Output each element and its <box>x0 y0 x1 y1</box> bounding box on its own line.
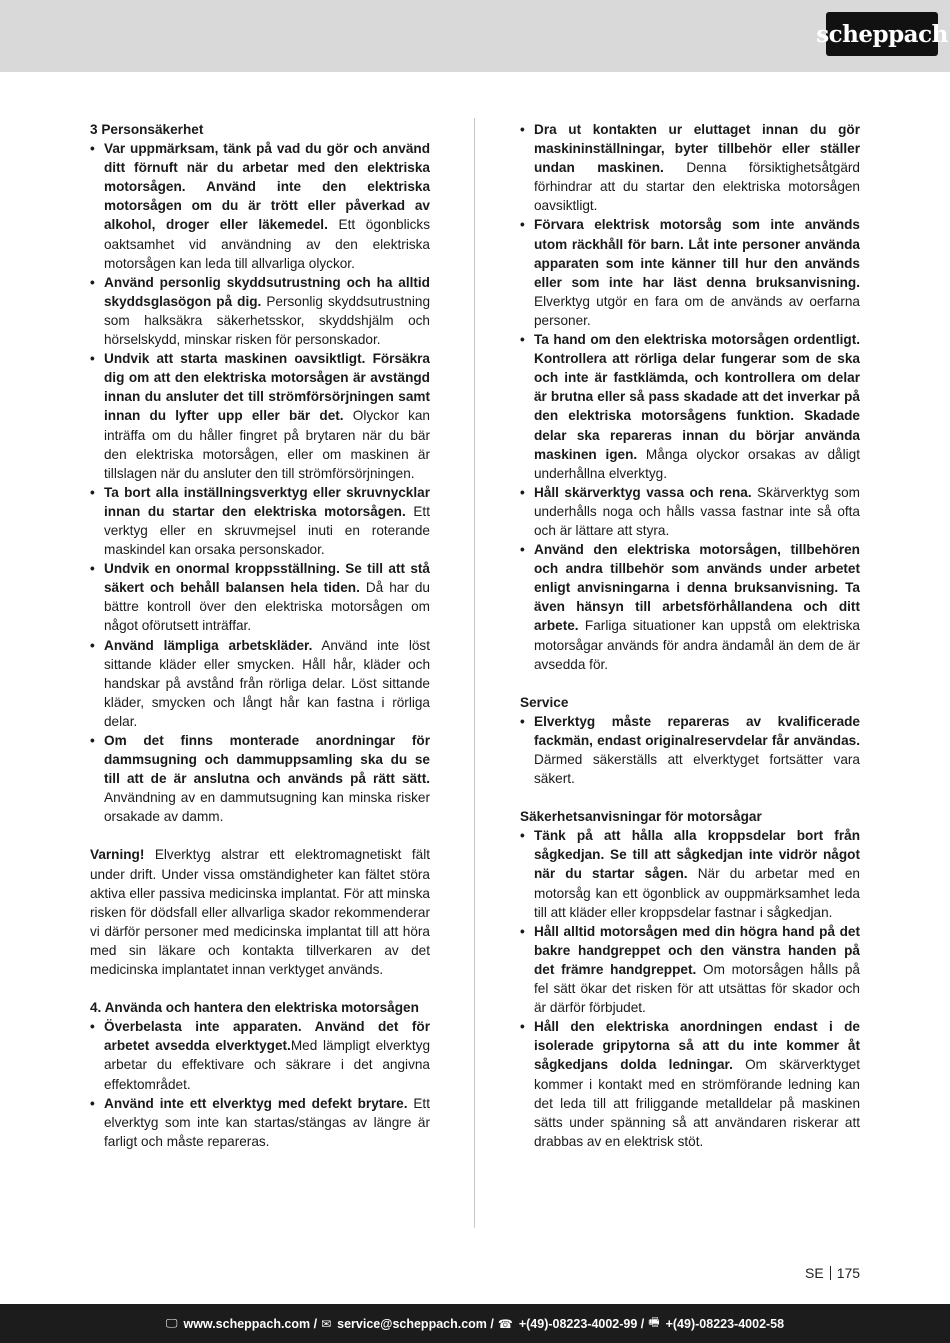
list-item: • Undvik en onormal kroppsställning. Se till att stå säkert och behåll balansen hela tiden. Då har du bättre kontroll över den elektriska motorsågen om något oförutsett inträffar. <box>90 559 430 635</box>
section-title-service: Service <box>520 694 569 710</box>
footer-email[interactable]: service@scheppach.com / <box>337 1316 494 1331</box>
personal-safety-list <box>90 139 430 826</box>
list-item: • Elverktyg måste repareras av kvalificerade fackmän, endast originalreservdelar får användas. Därmed säkerställs att elverktyget fortsätter vara säkert. <box>520 712 860 788</box>
warning-paragraph: Varning! Elverktyg alstrar ett elektromagnetiskt fält under drift. Under vissa omständigheter kan fältet störa aktiva eller passiva medicinska implantat. För att minska risken för dödsfall eller allvarliga skador rekommenderar vi därför personer med medicinska implantat till att höra med sin läkare och kontakta tillverkaren av det medicinska implantatet innan verktyget används. <box>90 847 430 978</box>
use-handle-list-continued <box>520 120 860 674</box>
column-divider <box>474 118 475 1228</box>
footer-phone[interactable]: +(49)-08223-4002-99 / <box>518 1316 645 1331</box>
footer-website[interactable]: www.scheppach.com / <box>183 1316 318 1331</box>
right-column <box>520 120 860 1151</box>
list-item: • Använd personlig skyddsutrustning och ha alltid skyddsglasögon på dig. Personlig skyddsutrustning som halksäkra säkerhetsskor, skyddshjälm och hörselskydd, minskar risken för personskador. <box>90 273 430 349</box>
list-item: • Var uppmärksam, tänk på vad du gör och använd ditt förnuft när du arbetar med den elektriska motorsågen. Använd inte den elektriska motorsågen om du är trött eller påverkad av alkohol, droger eller läkemedel. Ett ögonblicks oaktsamhet vid användning av den elektriska motorsågen kan leda till allvarliga olyckor. <box>90 139 430 273</box>
computer-icon: 🖵 <box>165 1316 178 1330</box>
fax-icon: 🖷 <box>648 1315 660 1329</box>
phone-icon: ☎ <box>497 1316 513 1331</box>
list-item: • Använd den elektriska motorsågen, tillbehören och andra tillbehör som används under arbetet enligt anvisningarna i denna bruksanvisning. Ta även hänsyn till arbetsförhållandena och ditt arbete. Farliga situationer kan uppstå om elektriska motorsågar används för andra ändamål än dem de är avsedda för. <box>520 540 860 674</box>
language-code: SE <box>805 1265 824 1281</box>
footer-fax[interactable]: +(49)-08223-4002-58 <box>665 1316 785 1331</box>
header-bar <box>0 0 950 72</box>
list-item: • Ta hand om den elektriska motorsågen ordentligt. Kontrollera att rörliga delar fungerar som de ska och inte är fastklämda, och kontrollera om delar är brutna eller så pass skadade att det inverkar på den elektriska motorsågens funktion. Skadade delar ska repareras innan du börjar använda maskinen igen. Många olyckor orsakas av dåligt underhållna elverktyg. <box>520 330 860 483</box>
list-item: • Ta bort alla inställningsverktyg eller skruvnycklar innan du startar den elektriska motorsågen. Ett verktyg eller en skruvmejsel inuti en roterande maskindel kan orsaka personskador. <box>90 483 430 559</box>
chainsaw-safety-list <box>520 826 860 1151</box>
use-handle-list <box>90 1017 430 1151</box>
list-item: • Använd lämpliga arbetskläder. Använd inte löst sittande kläder eller smycken. Håll hår, kläder och handskar på avstånd från rörliga delar. Löst sittande kläder, smycken och långt hår kan fastna i rörliga delar. <box>90 636 430 731</box>
list-item: • Använd inte ett elverktyg med defekt brytare. Ett elverktyg som inte kan startas/stängas av längre är farligt och måste repareras. <box>90 1094 430 1151</box>
list-item: • Håll alltid motorsågen med din högra hand på det bakre handgreppet och den vänstra handen på det främre handgreppet. Om motorsågen hålls på fel sätt ökar det risken för att utsättas för skador och är därför förbjudet. <box>520 922 860 1017</box>
list-item: • Håll skärverktyg vassa och rena. Skärverktyg som underhålls noga och hålls vassa fastnar inte så ofta och är lättare att styra. <box>520 483 860 540</box>
footer-bar <box>0 1304 950 1343</box>
list-item: • Dra ut kontakten ur eluttaget innan du gör maskininställningar, byter tillbehör eller ställer undan maskinen. Denna försiktighetsåtgärd förhindrar att du startar den elektriska motorsågen oavsiktligt. <box>520 120 860 215</box>
list-item: • Förvara elektrisk motorsåg som inte används utom räckhåll för barn. Låt inte personer använda apparaten som inte känner till hur den används eller som inte har läst denna bruksanvisning. Elverktyg utgör en fara om de används av oerfarna personer. <box>520 215 860 330</box>
section-title-chainsaw-safety: Säkerhetsanvisningar för motorsågar <box>520 809 762 825</box>
left-column <box>90 120 430 1151</box>
envelope-icon: ✉ <box>321 1316 332 1331</box>
scheppach-logo: scheppach <box>826 12 938 56</box>
list-item: • Håll den elektriska anordningen endast i de isolerade gripytorna så att du inte kommer åt sågkedjans dolda ledningar. Om skärverktyget kommer i kontakt med en strömförande ledning kan det leda till att friliggande metalldelar på maskinen sätts under spänning så att användaren riskerar att drabbas av en elektrisk stöt. <box>520 1017 860 1151</box>
section-title-personal-safety: 3 Personsäkerhet <box>90 122 204 137</box>
list-item: • Överbelasta inte apparaten. Använd det för arbetet avsedda elverktyget.Med lämpligt elverktyg arbetar du effektivare och säkrare i det angivna effektområdet. <box>90 1017 430 1093</box>
page-number-separator <box>830 1266 831 1280</box>
section-title-use-handle: 4. Använda och hantera den elektriska motorsågen <box>90 1000 419 1016</box>
page-number <box>805 1265 860 1281</box>
list-item: • Undvik att starta maskinen oavsiktligt. Försäkra dig om att den elektriska motorsågen är avstängd innan du ansluter det till strömförsörjningen samt innan du lyfter upp eller bär det. Olyckor kan inträffa om du håller fingret på brytaren när du bär den elektriska motorsågen, eller om maskinen är tillslagen när du ansluter den till strömförsörjningen. <box>90 349 430 483</box>
service-list <box>520 712 860 788</box>
page-number-value: 175 <box>836 1265 861 1281</box>
list-item: • Tänk på att hålla alla kroppsdelar bort från sågkedjan. Se till att sågkedjan inte vidrör något när du startar sågen. När du arbetar med en motorsåg kan ett ögonblick av ouppmärksamhet leda till att kläder eller kroppsdelar fastnar i sågkedjan. <box>520 826 860 921</box>
list-item: • Om det finns monterade anordningar för dammsugning och dammuppsamling ska du se till att de är anslutna och används på rätt sätt. Användning av en dammutsugning kan minska risker orsakade av damm. <box>90 731 430 826</box>
